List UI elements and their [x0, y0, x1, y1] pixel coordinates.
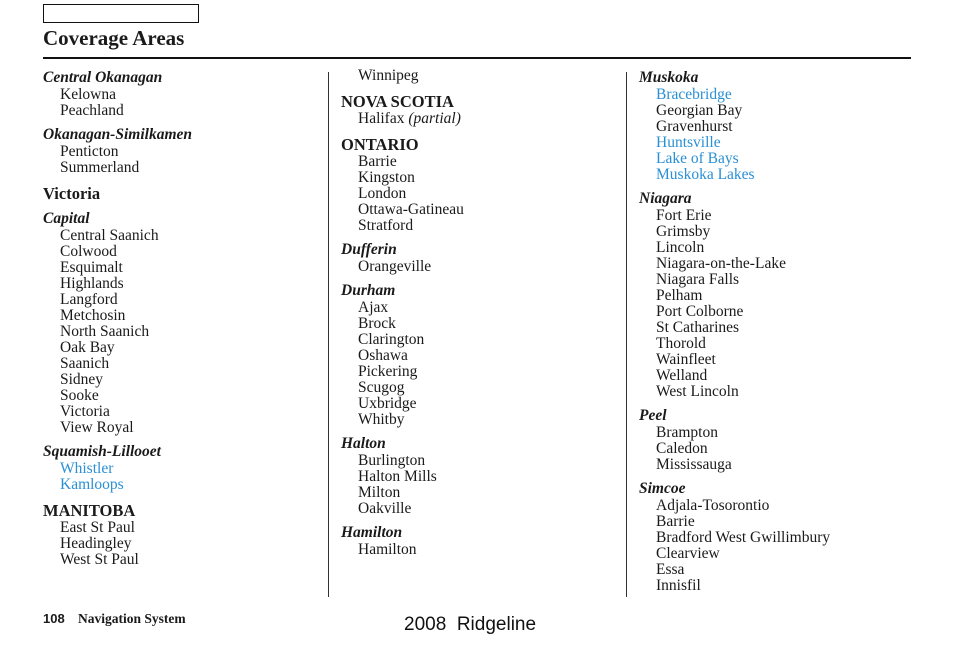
city-item [60, 356, 323, 372]
city-name: Lincoln [656, 239, 705, 256]
city-item [656, 336, 919, 352]
city-list [341, 111, 621, 127]
city-item [656, 514, 919, 530]
coverage-section [43, 68, 323, 119]
city-name: Highlands [60, 275, 124, 292]
city-list [341, 300, 621, 428]
city-item [656, 119, 919, 135]
city-item [656, 441, 919, 457]
city-list [43, 461, 323, 493]
city-name: Huntsville [656, 134, 721, 151]
coverage-section [43, 125, 323, 176]
coverage-section [341, 523, 621, 558]
city-item [358, 186, 621, 202]
column-divider [328, 72, 329, 597]
city-item [656, 546, 919, 562]
city-item [656, 256, 919, 272]
coverage-section [43, 501, 323, 568]
city-list [639, 87, 919, 183]
city-item [358, 380, 621, 396]
city-name: Niagara Falls [656, 271, 740, 288]
city-item [656, 103, 919, 119]
city-item [358, 412, 621, 428]
city-name: Milton [358, 484, 401, 501]
city-link[interactable] [656, 87, 919, 103]
region-heading: Simcoe [639, 480, 686, 497]
city-item [60, 308, 323, 324]
city-name: Pelham [656, 287, 703, 304]
city-item [358, 485, 621, 501]
city-name: St Catharines [656, 319, 740, 336]
city-item [358, 316, 621, 332]
city-name: Essa [656, 561, 685, 578]
coverage-section [639, 479, 919, 594]
city-list [639, 425, 919, 473]
region-heading: Okanagan-Similkamen [43, 126, 192, 143]
coverage-section [639, 406, 919, 473]
city-item [656, 288, 919, 304]
city-item [358, 332, 621, 348]
city-name: Oakville [358, 500, 412, 517]
city-name: London [358, 185, 407, 202]
city-item [358, 170, 621, 186]
city-item [656, 272, 919, 288]
province-heading: ONTARIO [341, 135, 419, 154]
city-item [60, 372, 323, 388]
city-list [43, 520, 323, 568]
city-name: Barrie [656, 513, 695, 530]
city-name: Sidney [60, 371, 104, 388]
city-name: Oshawa [358, 347, 408, 364]
city-name: Kelowna [60, 86, 116, 103]
city-item [60, 276, 323, 292]
coverage-section [43, 442, 323, 493]
city-name: Metchosin [60, 307, 126, 324]
city-item [358, 259, 621, 275]
city-name: Peachland [60, 102, 124, 119]
city-item [656, 224, 919, 240]
coverage-section [639, 68, 919, 183]
page-title: Coverage Areas [43, 26, 185, 50]
city-name: Innisfil [656, 577, 701, 594]
city-item [358, 501, 621, 517]
city-name: Burlington [358, 452, 426, 469]
coverage-column-3 [639, 68, 919, 594]
city-item [358, 453, 621, 469]
city-name: Headingley [60, 535, 132, 552]
coverage-section [43, 184, 323, 203]
coverage-column-1 [43, 68, 323, 568]
city-name: Kamloops [60, 476, 124, 493]
city-name: Brock [358, 315, 396, 332]
city-name: Halifax [358, 110, 409, 127]
city-name: Wainfleet [656, 351, 716, 368]
city-name: Langford [60, 291, 118, 308]
city-item [60, 160, 323, 176]
city-item [358, 68, 621, 84]
city-list [639, 498, 919, 594]
city-list [43, 87, 323, 119]
city-item [656, 208, 919, 224]
region-heading: Niagara [639, 190, 692, 207]
region-heading: Peel [639, 407, 667, 424]
city-name: Oak Bay [60, 339, 115, 356]
city-item [60, 324, 323, 340]
city-name: Mississauga [656, 456, 732, 473]
city-name: Kingston [358, 169, 415, 186]
city-list [341, 259, 621, 275]
city-item [60, 536, 323, 552]
city-list [43, 228, 323, 436]
province-heading: MANITOBA [43, 501, 136, 520]
city-item [656, 457, 919, 473]
vehicle-model-label: 2008 Ridgeline [404, 614, 537, 635]
city-item [656, 562, 919, 578]
city-item [358, 154, 621, 170]
city-item [656, 320, 919, 336]
region-heading: Central Okanagan [43, 69, 163, 86]
page-number: 108 [43, 611, 65, 626]
city-name: Sooke [60, 387, 99, 404]
province-heading: NOVA SCOTIA [341, 92, 454, 111]
city-name: Pickering [358, 363, 418, 380]
header-tab-box [43, 4, 199, 23]
city-name: Port Colborne [656, 303, 744, 320]
city-item [358, 469, 621, 485]
coverage-note: (partial) [408, 110, 461, 127]
city-name: Whistler [60, 460, 114, 477]
city-item [358, 396, 621, 412]
coverage-column-2 [341, 68, 621, 558]
city-name: Winnipeg [358, 67, 419, 84]
coverage-section [341, 68, 621, 84]
coverage-section [341, 92, 621, 127]
city-name: Lake of Bays [656, 150, 739, 167]
city-item [60, 103, 323, 119]
city-name: Victoria [60, 403, 110, 420]
city-item [60, 292, 323, 308]
city-list [341, 453, 621, 517]
city-name: Adjala-Tosorontio [656, 497, 770, 514]
city-link[interactable] [656, 135, 919, 151]
city-item [656, 425, 919, 441]
city-name: Bracebridge [656, 86, 732, 103]
city-name: Saanich [60, 355, 110, 372]
region-heading: Durham [341, 282, 396, 299]
city-item [60, 144, 323, 160]
city-name: Thorold [656, 335, 706, 352]
city-name: Ottawa-Gatineau [358, 201, 464, 218]
city-name: Muskoka Lakes [656, 166, 755, 183]
city-item [60, 228, 323, 244]
city-link[interactable] [656, 151, 919, 167]
coverage-section [341, 240, 621, 275]
city-name: Gravenhurst [656, 118, 733, 135]
city-name: West St Paul [60, 551, 139, 568]
city-item [60, 244, 323, 260]
city-item [358, 542, 621, 558]
city-item [656, 304, 919, 320]
city-name: Niagara-on-the-Lake [656, 255, 786, 272]
city-name: Georgian Bay [656, 102, 743, 119]
city-name: Orangeville [358, 258, 432, 275]
manual-section-label: Navigation System [78, 611, 186, 626]
city-name: Penticton [60, 143, 119, 160]
column-divider [626, 72, 627, 597]
city-name: Esquimalt [60, 259, 123, 276]
city-item [60, 520, 323, 536]
coverage-section [341, 281, 621, 428]
city-item [60, 87, 323, 103]
city-name: Brampton [656, 424, 718, 441]
city-item [358, 111, 621, 127]
region-heading: Squamish-Lillooet [43, 443, 161, 460]
city-item [656, 384, 919, 400]
city-name: View Royal [60, 419, 134, 436]
city-name: Stratford [358, 217, 414, 234]
region-heading: Muskoka [639, 69, 699, 86]
city-item [358, 202, 621, 218]
city-name: Hamilton [358, 541, 417, 558]
city-name: Welland [656, 367, 708, 384]
city-list [341, 154, 621, 234]
city-list [341, 542, 621, 558]
city-item [60, 552, 323, 568]
city-name: Scugog [358, 379, 405, 396]
title-divider [43, 57, 911, 59]
city-item [656, 240, 919, 256]
city-name: Barrie [358, 153, 397, 170]
city-name: Summerland [60, 159, 140, 176]
city-item [60, 260, 323, 276]
region-heading: Hamilton [341, 524, 403, 541]
city-list [639, 208, 919, 400]
city-name: Bradford West Gwillimbury [656, 529, 831, 546]
city-name: Halton Mills [358, 468, 437, 485]
city-item [60, 420, 323, 436]
city-name: East St Paul [60, 519, 135, 536]
city-item [60, 404, 323, 420]
province-heading: Victoria [43, 184, 101, 203]
city-link[interactable] [656, 167, 919, 183]
city-item [60, 388, 323, 404]
city-name: Grimsby [656, 223, 711, 240]
city-name: North Saanich [60, 323, 150, 340]
region-heading: Dufferin [341, 241, 397, 258]
city-item [358, 300, 621, 316]
city-name: Clearview [656, 545, 720, 562]
city-item [656, 530, 919, 546]
region-heading: Halton [341, 435, 386, 452]
coverage-section [341, 135, 621, 234]
city-name: Central Saanich [60, 227, 159, 244]
city-name: West Lincoln [656, 383, 739, 400]
city-name: Whitby [358, 411, 405, 428]
city-name: Fort Erie [656, 207, 712, 224]
city-item [656, 498, 919, 514]
coverage-section [341, 434, 621, 517]
city-link[interactable] [60, 477, 323, 493]
city-link[interactable] [60, 461, 323, 477]
city-item [60, 340, 323, 356]
city-item [656, 352, 919, 368]
city-name: Clarington [358, 331, 425, 348]
city-name: Ajax [358, 299, 389, 316]
city-list [43, 144, 323, 176]
city-list [341, 68, 621, 84]
city-item [358, 364, 621, 380]
region-heading: Capital [43, 210, 90, 227]
city-item [656, 578, 919, 594]
city-item [358, 348, 621, 364]
city-item [358, 218, 621, 234]
coverage-section [639, 189, 919, 400]
coverage-section [43, 209, 323, 436]
city-item [656, 368, 919, 384]
city-name: Colwood [60, 243, 117, 260]
city-name: Uxbridge [358, 395, 417, 412]
city-name: Caledon [656, 440, 708, 457]
